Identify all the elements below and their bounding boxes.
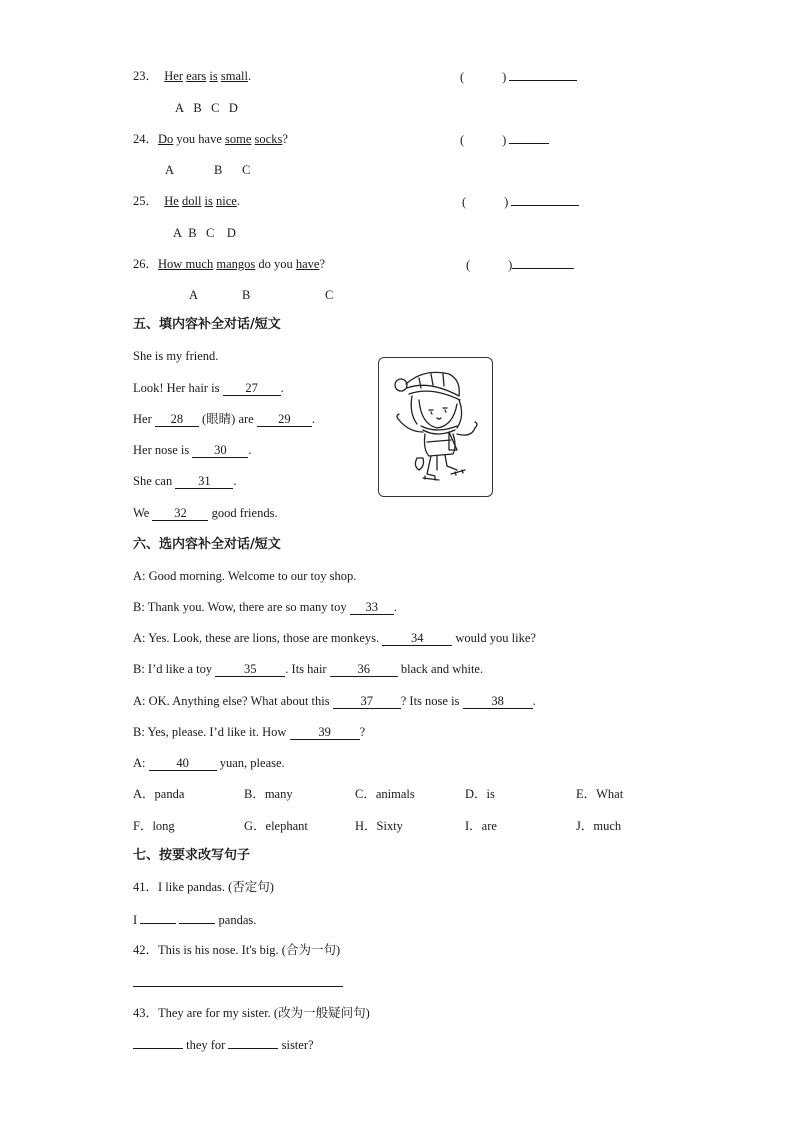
part5-line-6: We 32 good friends. — [133, 506, 278, 520]
q41-prompt: 41．I like pandas. (否定句) — [133, 880, 274, 894]
choice-a: A．panda — [133, 787, 185, 801]
choice-e: E．What — [576, 787, 624, 801]
q43-prompt: 43．They are for my sister. (改为一般疑问句) — [133, 1006, 370, 1020]
blank-29[interactable]: 29 — [257, 412, 312, 427]
part7-heading: 七、按要求改写句子 — [133, 848, 251, 863]
q26-answer-paren[interactable]: ( ) — [466, 256, 574, 273]
q23-answer-paren[interactable]: ( ) — [460, 68, 577, 85]
blank-34[interactable]: 34 — [382, 631, 452, 646]
q25-sentence: 25． He doll is nice. — [133, 194, 240, 208]
girl-skating-icon — [379, 358, 492, 496]
girl-skating-illustration — [378, 357, 493, 497]
dialogue-line-7: A: 40 yuan, please. — [133, 756, 285, 770]
blank-27[interactable]: 27 — [223, 381, 281, 396]
q43-blank-2[interactable] — [228, 1036, 278, 1049]
blank-38[interactable]: 38 — [463, 694, 533, 709]
dialogue-line-4: B: I’d like a toy 35 . Its hair 36 black and white. — [133, 662, 484, 676]
q43-answer-line: they for sister? — [133, 1036, 314, 1053]
q42-prompt: 42．This is his nose. It's big. (合为一句) — [133, 943, 341, 957]
q42-answer-line[interactable] — [133, 986, 343, 987]
q41-answer-line: I pandas. — [133, 913, 257, 927]
dialogue-line-2: B: Thank you. Wow, there are so many toy 33 . — [133, 600, 397, 614]
choice-i: I．are — [465, 819, 497, 833]
q25-answer-paren[interactable]: ( ) — [462, 193, 579, 210]
q24-answer-paren[interactable]: ( ) — [460, 131, 549, 148]
q23-sentence: 23． Her ears is small. — [133, 69, 252, 83]
q23-options: A B C D — [175, 101, 238, 115]
blank-31[interactable]: 31 — [175, 474, 233, 489]
q41-blank-1[interactable] — [140, 911, 176, 924]
dialogue-line-1: A: Good morning. Welcome to our toy shop. — [133, 569, 357, 583]
blank-28[interactable]: 28 — [155, 412, 199, 427]
blank-30[interactable]: 30 — [192, 443, 248, 458]
blank-40[interactable]: 40 — [149, 756, 217, 771]
dialogue-line-5: A: OK. Anything else? What about this 37 ? Its nose is 38 . — [133, 694, 536, 708]
blank-33[interactable]: 33 — [350, 600, 394, 615]
q25-options: A B C D — [173, 226, 236, 240]
blank-39[interactable]: 39 — [290, 725, 360, 740]
dialogue-line-3: A: Yes. Look, these are lions, those are monkeys. 34 would you like? — [133, 631, 536, 645]
choice-j: J．much — [576, 819, 622, 833]
part5-heading: 五、填内容补全对话/短文 — [133, 317, 281, 332]
choice-c: C．animals — [355, 787, 415, 801]
q41-blank-2[interactable] — [179, 911, 215, 924]
blank-32[interactable]: 32 — [152, 506, 208, 521]
blank-35[interactable]: 35 — [215, 662, 285, 677]
dialogue-line-6: B: Yes, please. I’d like it. How 39 ? — [133, 725, 366, 739]
q43-blank-1[interactable] — [133, 1036, 183, 1049]
part5-line-2: Look! Her hair is 27 . — [133, 381, 284, 395]
blank-37[interactable]: 37 — [333, 694, 401, 709]
choice-b: B．many — [244, 787, 293, 801]
choice-h: H．Sixty — [355, 819, 403, 833]
part6-heading: 六、选内容补全对话/短文 — [133, 537, 281, 552]
part5-line-5: She can 31 . — [133, 474, 237, 488]
blank-36[interactable]: 36 — [330, 662, 398, 677]
part5-line-3: Her 28 (眼睛) are 29 . — [133, 412, 315, 426]
choice-d: D．is — [465, 787, 495, 801]
q26-sentence: 26．How much mangos do you have? — [133, 257, 326, 271]
part5-line-1: She is my friend. — [133, 349, 219, 363]
choice-g: G．elephant — [244, 819, 308, 833]
q24-sentence: 24．Do you have some socks? — [133, 132, 288, 146]
part5-line-4: Her nose is 30 . — [133, 443, 252, 457]
choice-f: F．long — [133, 819, 175, 833]
